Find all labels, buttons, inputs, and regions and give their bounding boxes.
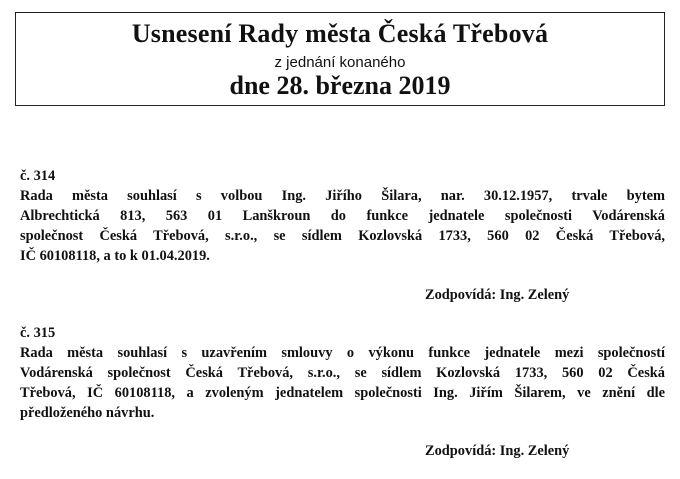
resolution-text-line: IČ 60108118, a to k 01.04.2019. — [20, 248, 210, 264]
resolution-text-line: předloženého návrhu. — [20, 405, 155, 421]
meeting-subtitle: z jednání konaného — [274, 54, 406, 71]
resolution-number: č. 314 — [20, 168, 56, 184]
resolution-text-line: Vodárenská společnost Česká Třebová, s.r.o., se sídlem Kozlovská 1733, 560 02 Česká — [20, 365, 665, 381]
responsible-person: Zodpovídá: Ing. Zelený — [425, 287, 570, 303]
resolution-315 — [20, 323, 665, 423]
meeting-date: dne 28. března 2019 — [229, 71, 451, 100]
resolution-314 — [20, 166, 665, 266]
resolution-text-line: Albrechtická 813, 563 01 Lanškroun do funkce jednatele společnosti Vodárenská — [20, 208, 665, 224]
resolution-text-line: Rada města souhlasí s uzavřením smlouvy o výkonu funkce jednatele mezi společností — [20, 345, 665, 361]
resolution-number: č. 315 — [20, 325, 56, 341]
responsible-person: Zodpovídá: Ing. Zelený — [425, 443, 570, 459]
document-title: Usnesení Rady města Česká Třebová — [131, 19, 549, 48]
document-header — [15, 12, 665, 106]
resolution-text-line: Třebová, IČ 60108118, a zvoleným jednatelem společnosti Ing. Jiřím Šilarem, ve znění dle — [20, 385, 665, 401]
resolution-text-line: společnost Česká Třebová, s.r.o., se sídlem Kozlovská 1733, 560 02 Česká Třebová, — [20, 228, 665, 244]
resolution-text-line: Rada města souhlasí s volbou Ing. Jiřího Šilara, nar. 30.12.1957, trvale bytem — [20, 188, 665, 204]
